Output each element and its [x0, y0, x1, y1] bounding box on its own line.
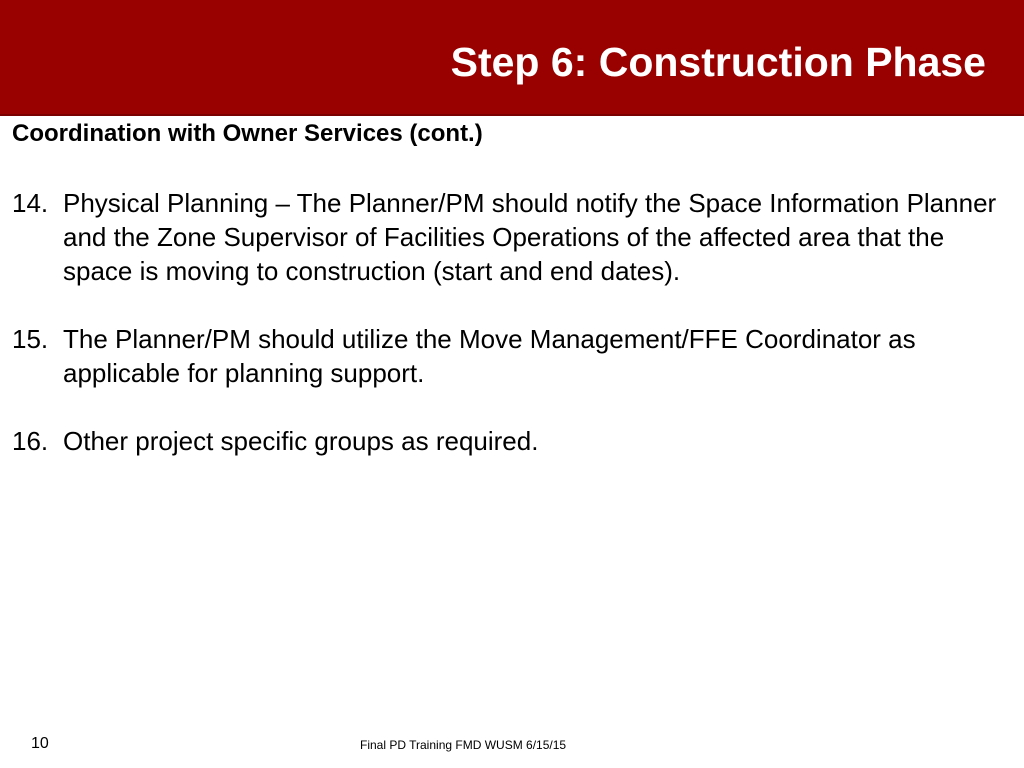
list-item	[12, 186, 1012, 288]
list-item-number: 14.	[12, 188, 49, 218]
list-item	[12, 322, 1012, 390]
list-item-text: The Planner/PM should utilize the Move Management/FFE Coordinator as applicable for planning support.	[63, 324, 916, 388]
list-item-number: 16.	[12, 426, 49, 456]
list-item-number: 15.	[12, 324, 49, 354]
page-number: 10	[31, 735, 49, 752]
numbered-list	[12, 186, 1012, 492]
section-heading: Coordination with Owner Services (cont.)	[12, 120, 483, 147]
list-item	[12, 424, 1012, 458]
list-item-text: Physical Planning – The Planner/PM should notify the Space Information Planner and the Zone Supervisor of Facilities Operations of the affected area that the space is moving to construction (start and end dates).	[63, 188, 997, 286]
title-banner	[0, 0, 1024, 116]
list-item-text: Other project specific groups as required.	[63, 426, 539, 456]
footer-text: Final PD Training FMD WUSM 6/15/15	[360, 738, 567, 752]
slide-title: Step 6: Construction Phase	[450, 39, 986, 85]
